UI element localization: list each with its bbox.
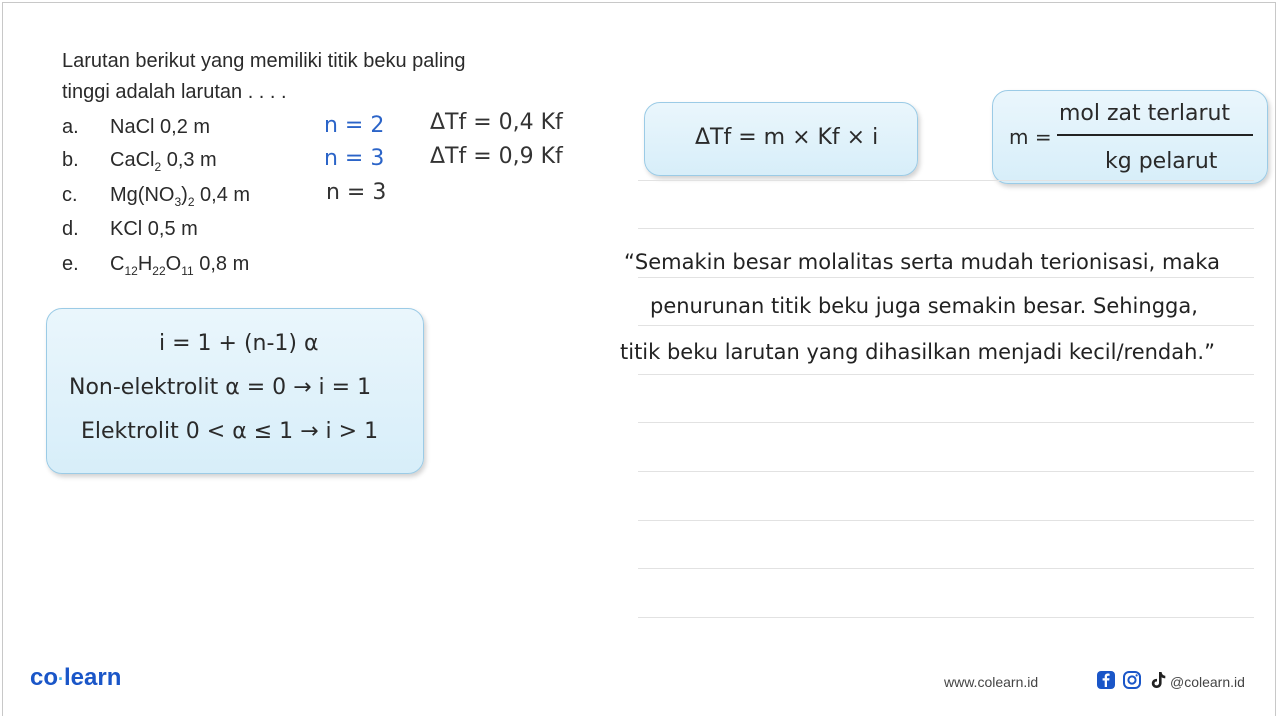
freezing-point-formula: ΔTf = m × Kf × i — [695, 125, 879, 150]
facebook-icon[interactable] — [1096, 670, 1116, 690]
ruled-line — [638, 471, 1254, 472]
option-formula: $C_{12}H_{22}O_{11}$ 0,8 m — [110, 253, 250, 278]
freezing-point-formula-box — [644, 102, 918, 176]
option-formula: CaCl$_2$ 0,3 m — [110, 149, 217, 174]
ruled-line — [638, 374, 1254, 375]
option-letter: a. — [62, 116, 79, 138]
option-letter: b. — [62, 149, 79, 171]
ruled-line — [638, 568, 1254, 569]
ruled-line — [638, 617, 1254, 618]
ruled-line — [638, 228, 1254, 229]
annotation-dtf-b: ΔTf = 0,9 Kf — [430, 144, 563, 169]
quote-line-1: “Semakin besar molalitas serta mudah terionisasi, maka — [624, 250, 1220, 274]
option-formula: KCl 0,5 m — [110, 218, 198, 240]
ruled-line — [638, 325, 1254, 326]
ruled-line — [638, 422, 1254, 423]
tiktok-icon[interactable] — [1148, 670, 1168, 690]
logo-part: co — [30, 664, 59, 691]
non-electrolyte-rule: Non-elektrolit α = 0 → i = 1 — [69, 375, 372, 400]
annotation-n-b: n = 3 — [324, 146, 385, 171]
quote-line-2: penurunan titik beku juga semakin besar. Sehingga, — [650, 294, 1198, 318]
social-handle[interactable]: @colearn.id — [1170, 674, 1245, 690]
website-link[interactable]: www.colearn.id — [944, 674, 1039, 690]
colearn-logo[interactable] — [30, 664, 121, 692]
footer — [3, 648, 1275, 716]
ruled-line — [638, 180, 1254, 181]
vant-hoff-box — [46, 308, 424, 474]
annotation-n-a: n = 2 — [324, 113, 385, 138]
logo-dot: · — [58, 669, 65, 689]
logo-part: learn — [64, 664, 122, 691]
vant-hoff-formula: i = 1 + (n-1) α — [159, 331, 319, 356]
option-formula: $Mg(NO_3)_2$ 0,4 m — [110, 184, 251, 209]
molality-formula-box — [992, 90, 1268, 184]
option-formula: NaCl 0,2 m — [110, 116, 211, 138]
ruled-line — [638, 277, 1254, 278]
fraction-bar — [1057, 134, 1253, 136]
option-letter: c. — [62, 184, 78, 206]
quote-line-3: titik beku larutan yang dihasilkan menjadi kecil/rendah.” — [620, 340, 1215, 364]
instagram-icon[interactable] — [1122, 670, 1142, 690]
ruled-line — [638, 520, 1254, 521]
option-letter: d. — [62, 218, 79, 240]
electrolyte-rule: Elektrolit 0 < α ≤ 1 → i > 1 — [81, 419, 379, 444]
molality-denominator: kg pelarut — [1105, 149, 1218, 174]
molality-numerator: mol zat terlarut — [1059, 101, 1231, 126]
option-letter: e. — [62, 253, 79, 275]
annotation-dtf-a: ΔTf = 0,4 Kf — [430, 110, 563, 135]
question-text: Larutan berikut yang memiliki titik beku paling tinggi adalah larutan . . . . — [62, 50, 466, 103]
molality-prefix: m = — [1009, 125, 1052, 149]
annotation-n-c: n = 3 — [326, 180, 387, 205]
